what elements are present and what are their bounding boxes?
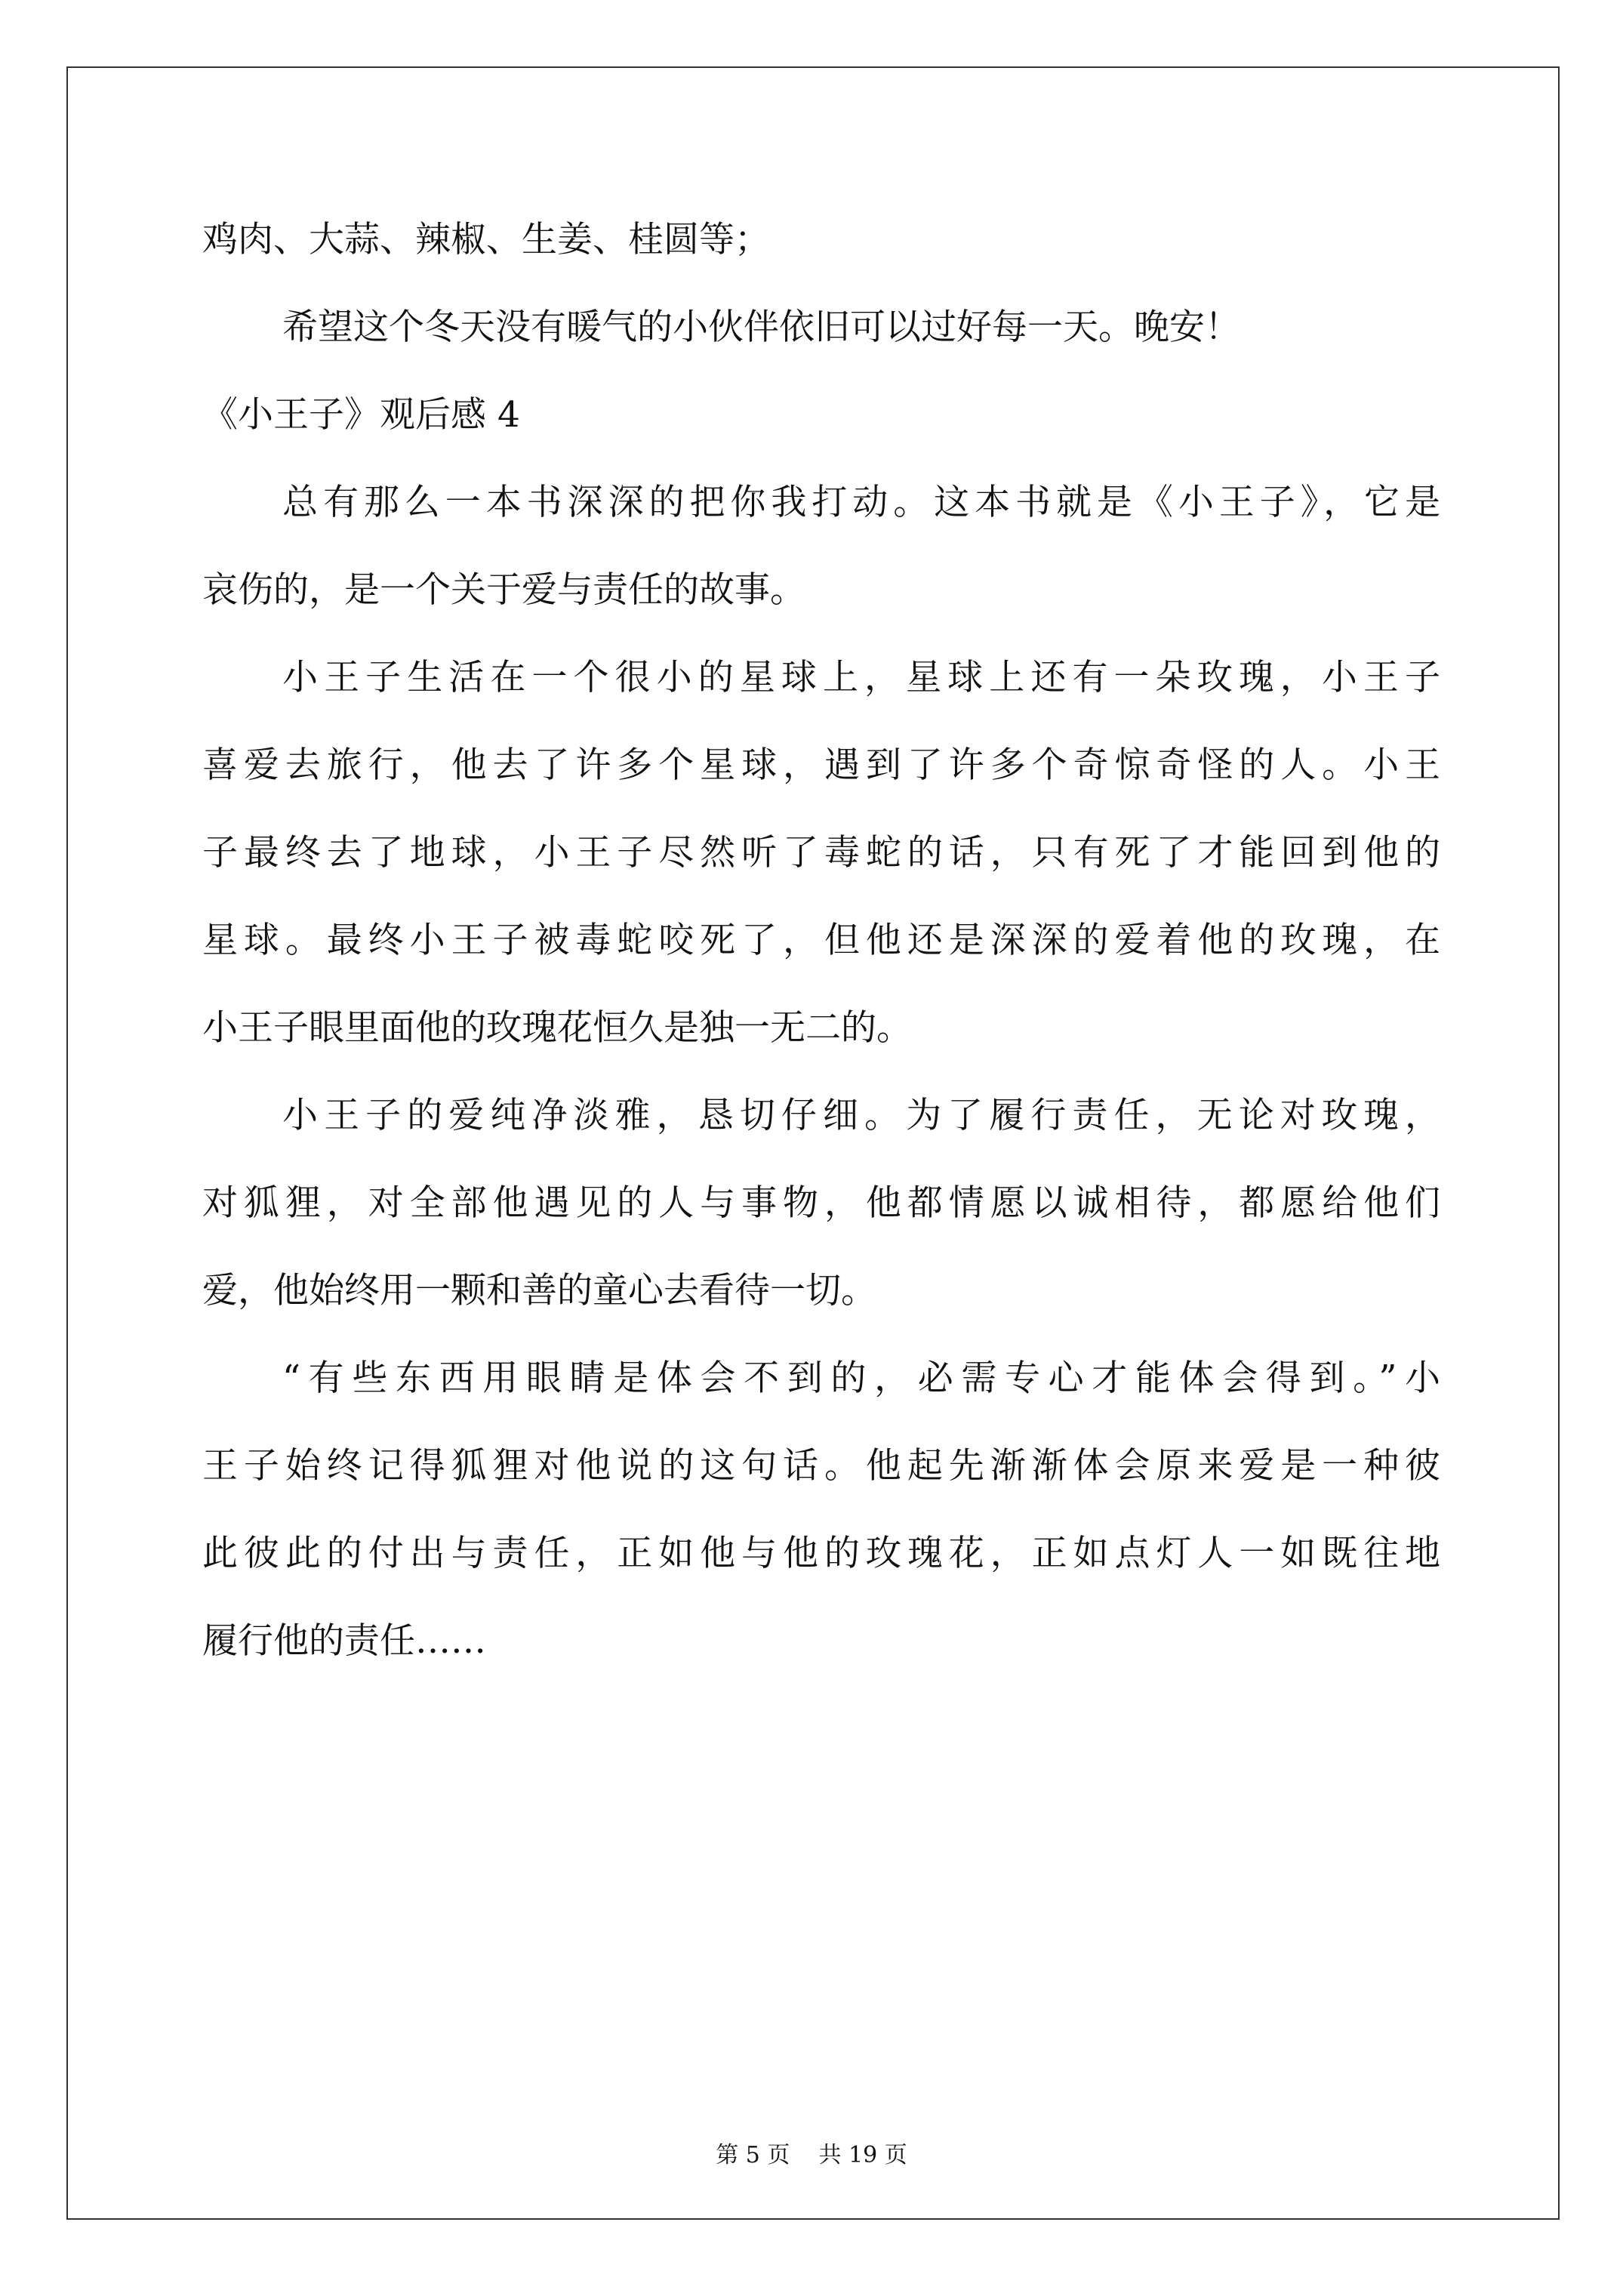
- text-line: 总有那么一本书深深的把你我打动。这本书就是《小王子》，它是: [282, 482, 1440, 523]
- page-footer: [0, 2140, 1623, 2171]
- text-line: 子最终去了地球，小王子尽然听了毒蛇的话，只有死了才能回到他的: [202, 832, 1440, 874]
- text-line: 王子始终记得狐狸对他说的这句话。他起先渐渐体会原来爱是一种彼: [202, 1445, 1440, 1487]
- text-line: 小王子生活在一个很小的星球上，星球上还有一朵玫瑰，小王子: [282, 657, 1440, 698]
- text-line: 此彼此的付出与责任，正如他与他的玫瑰花，正如点灯人一如既往地: [202, 1533, 1440, 1574]
- text-line: 小王子的爱纯净淡雅，恳切仔细。为了履行责任，无论对玫瑰，: [282, 1095, 1440, 1136]
- text-line: 爱，他始终用一颗和善的童心去看待一切。: [202, 1270, 876, 1311]
- text-line: 小王子眼里面他的玫瑰花恒久是独一无二的。: [202, 1007, 912, 1049]
- text-line: 鸡肉、大蒜、辣椒、生姜、桂圆等；: [202, 219, 770, 260]
- text-line: 履行他的责任……: [202, 1620, 486, 1662]
- total-pages: 共 19 页: [818, 2142, 907, 2168]
- text-line: 喜爱去旅行，他去了许多个星球，遇到了许多个奇惊奇怪的人。小王: [202, 744, 1440, 786]
- text-line: “有些东西用眼睛是体会不到的，必需专心才能体会得到。”小: [282, 1358, 1440, 1399]
- section-heading: 《小王子》观后感 4: [202, 394, 520, 436]
- text-line: 哀伤的，是一个关于爱与责任的故事。: [202, 569, 805, 611]
- text-line: 星球。最终小王子被毒蛇咬死了，但他还是深深的爱着他的玫瑰，在: [202, 920, 1440, 961]
- text-line: 对狐狸，对全部他遇见的人与事物，他都情愿以诚相待，都愿给他们: [202, 1182, 1440, 1224]
- text-line: 希望这个冬天没有暖气的小伙伴依旧可以过好每一天。晚安！: [282, 307, 1240, 348]
- page-number: 第 5 页: [716, 2142, 790, 2168]
